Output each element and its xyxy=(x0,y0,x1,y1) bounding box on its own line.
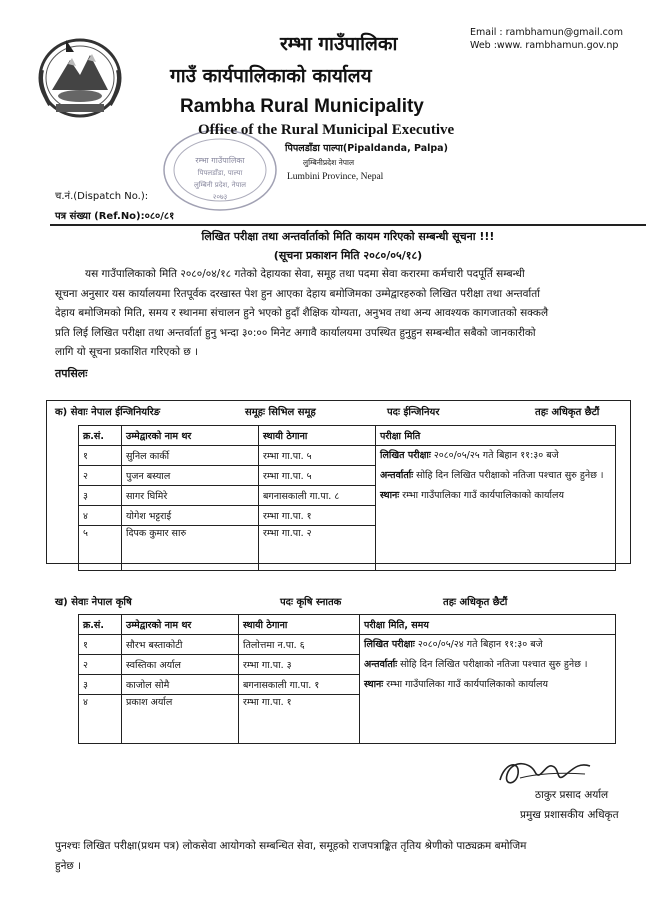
exam-details-a xyxy=(376,446,616,571)
website-text: Web :www. rambhamun.gov.np xyxy=(470,40,619,51)
notice-heading: लिखित परीक्षा तथा अन्तर्वार्ताको मिति कायम गरिएको सम्बन्धी सूचना !!! xyxy=(201,230,495,243)
table-header-row xyxy=(79,426,616,446)
header-name: उम्मेद्वारको नाम थर xyxy=(122,426,259,446)
header-exam-date: परीक्षा मिति, समय xyxy=(360,615,616,635)
email-text: Email : rambhamun@gmail.com xyxy=(470,27,623,38)
section-b-post: पदः कृषि स्नातक xyxy=(280,597,342,608)
notice-line: लागि यो सूचना प्रकाशित गरिएको छ । xyxy=(55,346,199,358)
exam-place-label: स्थानः xyxy=(380,490,400,501)
cell-sn: १ xyxy=(79,446,122,466)
cell-address: रम्भा गा.पा. ५ xyxy=(259,466,376,486)
svg-text:२०७३: २०७३ xyxy=(212,193,228,201)
cell-address: रम्भा गा.पा. १ xyxy=(259,506,376,526)
cell-sn: २ xyxy=(79,655,122,675)
footer-line: पुनश्चः लिखित परीक्षा(प्रथम पत्र) लोकसेवा आयोगको सम्बन्धित सेवा, समूहको राजपत्राङ्कित तृतिय श्रेणीको पाठ्यक्रम बमोजिम xyxy=(55,840,527,852)
title-english-office: Office of the Rural Municipal Executive xyxy=(198,122,455,138)
cell-name: पुजन बस्याल xyxy=(122,466,259,486)
exam-written-text: २०८०/०५/२४ गते बिहान ११:३० बजे xyxy=(414,639,543,650)
cell-sn: २ xyxy=(79,466,122,486)
reference-number: पत्र संख्या (Ref.No):०८०/८१ xyxy=(55,211,175,222)
svg-text:पिपलडाँडा, पाल्पा: पिपलडाँडा, पाल्पा xyxy=(197,169,243,177)
title-nepali-office: गाउँ कार्यपालिकाको कार्यालय xyxy=(170,65,372,87)
section-a-post: पदः ईन्जिनियर xyxy=(387,407,440,418)
exam-written-text: २०८०/०५/२५ गते बिहान ११:३० बजे xyxy=(430,450,559,461)
cell-address: रम्भा गा.पा. १ xyxy=(239,695,360,744)
notice-line: प्रति लिई लिखित परीक्षा तथा अन्तर्वार्ता हुनु भन्दा ३०:०० मिनेट अगावै कार्यालयमा उपस्थित हुनुहुन सम्बन्धीत सबैको जानकारीको xyxy=(55,326,536,339)
section-a-level: तहः अधिकृत छैटौं xyxy=(535,407,600,418)
cell-sn: ३ xyxy=(79,486,122,506)
cell-name: सुनिल कार्की xyxy=(122,446,259,466)
cell-name: सौरभ बस्ताकोटी xyxy=(122,635,239,655)
table-header-row xyxy=(79,615,616,635)
title-english-municipality: Rambha Rural Municipality xyxy=(180,96,424,117)
exam-interview-text: सोहि दिन लिखित परीक्षाको नतिजा पश्चात सुरु हुनेछ । xyxy=(413,470,604,481)
table-row xyxy=(79,635,616,655)
cell-name: योगेश भट्टराई xyxy=(122,506,259,526)
cell-address: रम्भा गा.पा. ५ xyxy=(259,446,376,466)
cell-address: बगनासकाली गा.पा. १ xyxy=(239,675,360,695)
notice-line: यस गाउँपालिकाको मिति २०८०/०४/१८ गतेको देहायका सेवा, समूह तथा पदमा सेवा करारमा कर्मचारी पदपूर्ति सम्बन्धी xyxy=(85,268,525,280)
cell-name: प्रकाश अर्याल xyxy=(122,695,239,744)
footer-line: हुनेछ । xyxy=(55,860,82,872)
exam-interview-text: सोहि दिन लिखित परीक्षाको नतिजा पश्चात सुरु हुनेछ । xyxy=(397,659,588,670)
cell-sn: ४ xyxy=(79,695,122,744)
cell-name: काजोल सोमै xyxy=(122,675,239,695)
cell-name: स्वस्तिका अर्याल xyxy=(122,655,239,675)
header-sn: क्र.सं. xyxy=(79,426,122,446)
header-exam-date: परीक्षा मिति xyxy=(376,426,616,446)
nepal-emblem-logo xyxy=(30,30,130,120)
svg-text:रम्भा गाउँपालिका: रम्भा गाउँपालिका xyxy=(195,156,245,165)
details-label: तपसिलः xyxy=(55,367,88,380)
exam-interview-label: अन्तर्वार्ताः xyxy=(380,470,414,481)
signatory-title: प्रमुख प्रशासकीय अधिकृत xyxy=(520,809,619,821)
section-a-group: समूहः सिभिल समूह xyxy=(245,407,316,418)
cell-sn: ४ xyxy=(79,506,122,526)
cell-address: रम्भा गा.पा. २ xyxy=(259,526,376,571)
cell-name: सागर घिमिरे xyxy=(122,486,259,506)
table-row xyxy=(79,446,616,466)
exam-place-text: रम्भा गाउँपालिका गाउँ कार्यपालिकाको कार्यालय xyxy=(399,490,564,501)
cell-sn: १ xyxy=(79,635,122,655)
cell-address: रम्भा गा.पा. ३ xyxy=(239,655,360,675)
exam-interview-label: अन्तर्वार्ताः xyxy=(364,659,398,670)
title-nepali-municipality: रम्भा गाउँपालिका xyxy=(280,33,398,55)
exam-place-text: रम्भा गाउँपालिका गाउँ कार्यपालिकाको कार्यालय xyxy=(383,679,548,690)
notice-subheading: (सूचना प्रकाशन मिति २०८०/०५/१८) xyxy=(273,249,423,262)
address-line-3: Lumbini Province, Nepal xyxy=(287,172,384,182)
exam-written-label: लिखित परीक्षाः xyxy=(380,450,431,461)
cell-name: दिपक कुमार सारु xyxy=(122,526,259,571)
svg-text:लुम्बिनी प्रदेश, नेपाल: लुम्बिनी प्रदेश, नेपाल xyxy=(193,181,247,189)
exam-written-label: लिखित परीक्षाः xyxy=(364,639,415,650)
section-a-table xyxy=(78,425,616,571)
cell-address: तिलोत्तमा न.पा. ६ xyxy=(239,635,360,655)
header-address: स्थायी ठेगाना xyxy=(239,615,360,635)
notice-line: सूचना अनुसार यस कार्यालयमा रितपूर्वक दरखास्त पेश हुन आएका देहाय बमोजिमका उम्मेद्वारहरुको लिखित परीक्षा तथा अन्तर्वार्ता xyxy=(55,287,540,300)
exam-place-label: स्थानः xyxy=(364,679,384,690)
section-b-level: तहः अधिकृत छैटौं xyxy=(443,597,508,608)
cell-address: बगनासकाली गा.पा. ८ xyxy=(259,486,376,506)
header-address: स्थायी ठेगाना xyxy=(259,426,376,446)
address-line-1: पिपलडाँडा पाल्पा(Pipaldanda, Palpa) xyxy=(285,143,448,154)
signature-scribble xyxy=(490,752,600,792)
cell-sn: ३ xyxy=(79,675,122,695)
cell-sn: ५ xyxy=(79,526,122,571)
header-sn: क्र.सं. xyxy=(79,615,122,635)
notice-line: देहाय बमोजिमको मिति, समय र स्थानमा संचालन हुने भएको हुदाँ शैक्षिक योग्यता, अनुभव तथा अन्य आवश्यक कागजातको सक्कलै xyxy=(55,307,549,319)
header-name: उम्मेद्वारको नाम थर xyxy=(122,615,239,635)
section-a-service: क) सेवाः नेपाल ईन्जिनियरिङ xyxy=(55,407,161,418)
section-b-table xyxy=(78,614,616,744)
address-line-2: लुम्बिनीप्रदेश नेपाल xyxy=(303,158,355,167)
exam-details-b xyxy=(360,635,616,744)
signatory-name: ठाकुर प्रसाद अर्याल xyxy=(535,789,609,801)
dispatch-number: च.नं.(Dispatch No.): xyxy=(55,191,149,202)
header-divider xyxy=(50,224,646,226)
notice-body xyxy=(55,265,640,363)
section-b-service: ख) सेवाः नेपाल कृषि xyxy=(55,597,132,608)
footer-note xyxy=(55,836,645,876)
